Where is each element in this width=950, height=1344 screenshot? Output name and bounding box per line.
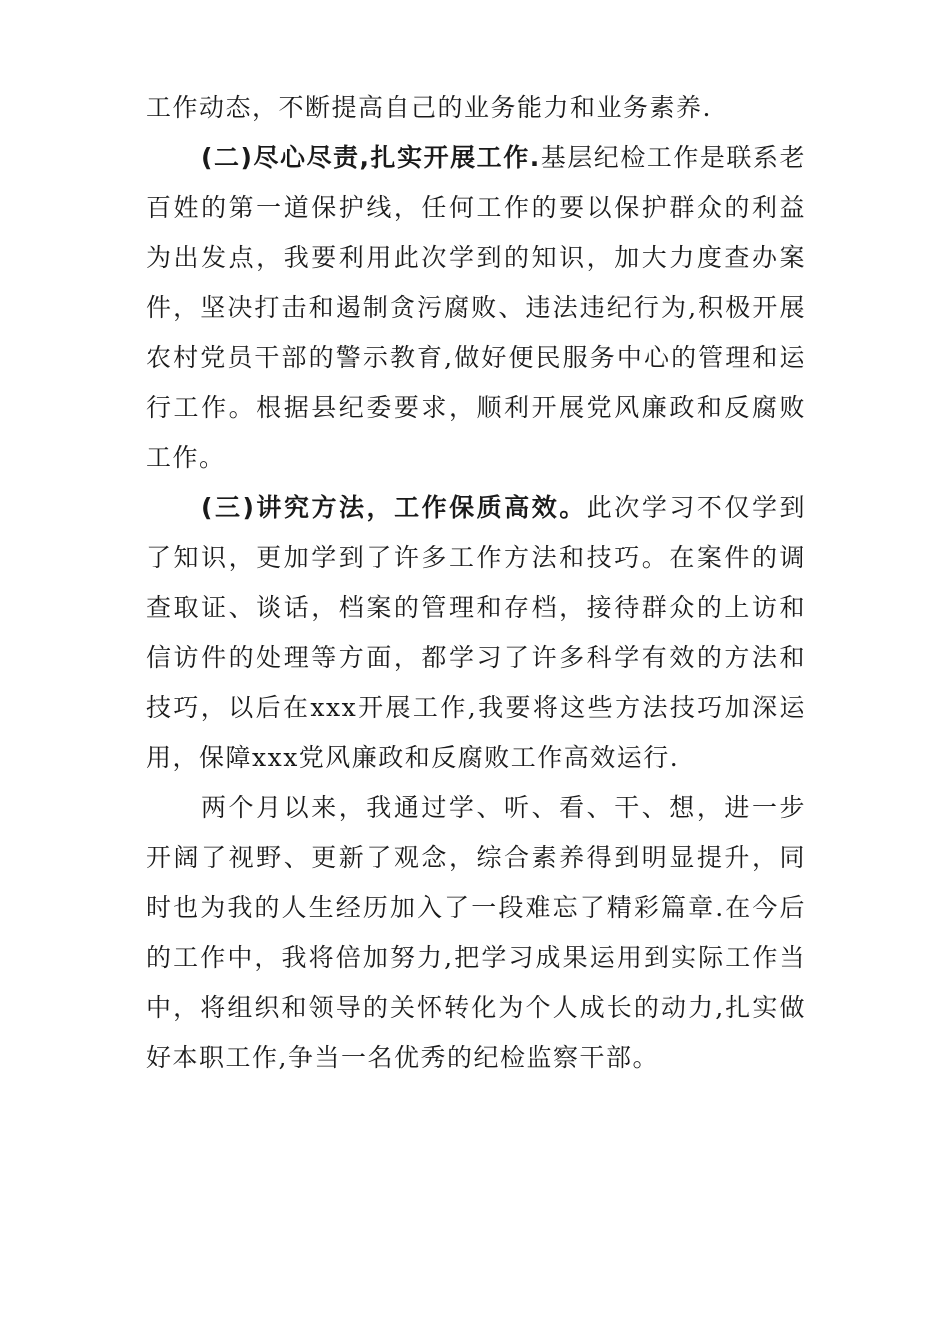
section-heading: (二)尽心尽责,扎实开展工作. xyxy=(201,143,541,172)
paragraph-text: 基层纪检工作是联系老百姓的第一道保护线，任何工作的要以保护群众的利益为出发点，我要利用此次学到的知识，加大力度查办案件，坚决打击和遏制贪污腐败、违法违纪行为,积极开展农村党员干部的警示教育,做好便民服务中心的管理和运行工作。根据县纪委要求，顺利开展党风廉政和反腐败工作。 xyxy=(146,143,806,472)
document-body xyxy=(146,83,806,1083)
paragraph-continuation xyxy=(146,83,806,133)
paragraph-section-two xyxy=(146,133,806,483)
paragraph-text: 两个月以来，我通过学、听、看、干、想，进一步开阔了视野、更新了观念，综合素养得到明显提升，同时也为我的人生经历加入了一段难忘了精彩篇章.在今后的工作中，我将倍加努力,把学习成果运用到实际工作当中，将组织和领导的关怀转化为个人成长的动力,扎实做好本职工作,争当一名优秀的纪检监察干部。 xyxy=(146,793,806,1072)
section-heading: (三)讲究方法，工作保质高效。 xyxy=(201,493,587,522)
paragraph-section-three xyxy=(146,483,806,783)
paragraph-text: 工作动态，不断提高自己的业务能力和业务素养. xyxy=(146,93,712,122)
paragraph-conclusion xyxy=(146,783,806,1083)
paragraph-text: 此次学习不仅学到了知识，更加学到了许多工作方法和技巧。在案件的调查取证、谈话，档案的管理和存档，接待群众的上访和信访件的处理等方面，都学习了许多科学有效的方法和技巧，以后在xxx开展工作,我要将这些方法技巧加深运用，保障xxx党风廉政和反腐败工作高效运行. xyxy=(146,493,806,772)
